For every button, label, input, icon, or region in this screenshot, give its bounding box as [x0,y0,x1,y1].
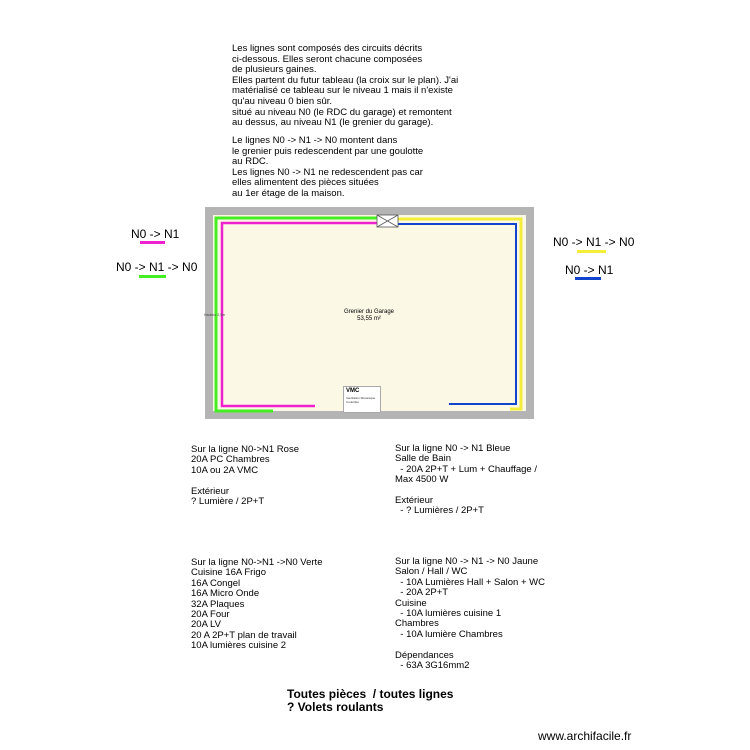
yellow-route [396,219,521,409]
legend-pink-label: N0 -> N1 [131,227,180,241]
vmc-sub-label: Ventilation Mécanique Contrôlée [346,396,376,404]
legend-green-swatch [139,275,166,278]
footer-note: Toutes pièces / toutes lignes ? Volets roulants [287,687,454,714]
panel-cross-icon [377,215,398,227]
legend-pink-swatch [140,241,165,244]
block-verte: Sur la ligne N0->N1 ->N0 Verte Cuisine 16A Frigo 16A Congel 16A Micro Onde 32A Plaques 20A Four 20A LV 20 A 2P+T plan de travail 10A lumières cuisine 2 [191,557,323,652]
room-name-text: Grenier du Garage [343,309,395,315]
legend-blue-label: N0 -> N1 [565,263,614,277]
intro-paragraph-1: Les lignes sont composés des circuits décrits ci-dessous. Elles seront chacune composées de plusieurs gaines. Elles partent du futur tableau (la croix sur le plan). J'ai matérialisé ce tableau sur le niveau 1 mais il n'existe qu'au niveau 0 bien sûr. situé au niveau N0 (le RDC du garage) et remontent au dessus, au niveau N1 (le grenier du garage). [232,43,459,129]
block-bleue: Sur la ligne N0 -> N1 Bleue Salle de Bain - 20A 2P+T + Lum + Chauffage / Max 4500 W Extérieur - ? Lumières / 2P+T [395,443,537,517]
side-label: Hauteur 2,5m [204,313,226,317]
room-name [329,309,409,323]
intro-paragraph-2: Le lignes N0 -> N1 -> N0 montent dans le grenier puis redescendent par une goulotte au RDC. Les lignes N0 -> N1 ne redescendent pas car elles alimentent des pièces situées au 1er étage de la maison. [232,135,424,199]
vmc-label: VMC [346,388,360,394]
legend-yellow-swatch [577,250,606,253]
block-rose: Sur la ligne N0->N1 Rose 20A PC Chambres 10A ou 2A VMC Extérieur ? Lumière / 2P+T [191,444,299,508]
vmc-box [343,386,381,413]
legend-blue-swatch [575,277,601,280]
room-area-text: 53,55 m² [357,316,381,322]
brand-watermark: www.archifacile.fr [538,729,632,743]
blue-route [398,224,516,404]
legend-yellow-label: N0 -> N1 -> N0 [553,235,635,249]
legend-green-label: N0 -> N1 -> N0 [116,260,198,274]
block-jaune: Sur la ligne N0 -> N1 -> N0 Jaune Salon / Hall / WC - 10A Lumières Hall + Salon + WC - 20A 2P+T Cuisine - 10A lumières cuisine 1 Chambres - 10A lumière Chambres Dépendances - 63A 3G16mm2 [395,556,545,672]
